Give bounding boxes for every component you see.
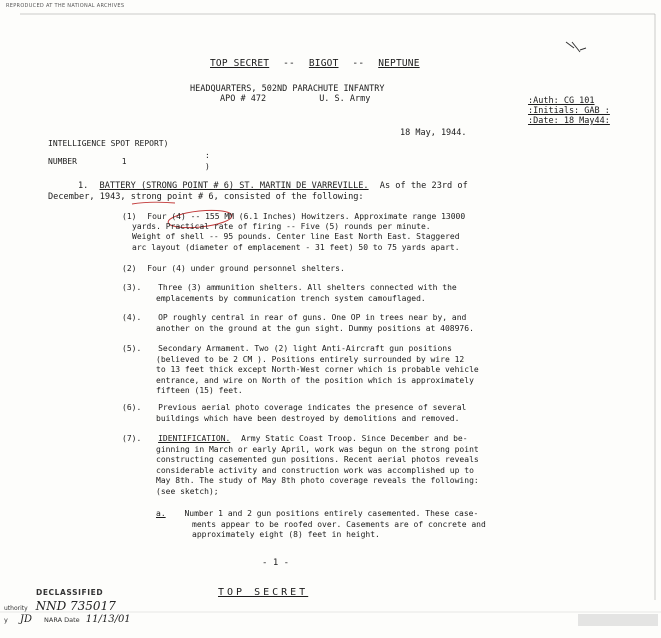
auth-line: :Auth: CG 101 [528,96,595,106]
classification-neptune: NEPTUNE [378,58,420,69]
red-underline-annotation [132,202,175,204]
item-text: OP roughly central in rear of guns. One OP in trees near by, and [158,313,467,322]
paragraph-1 [48,181,468,202]
item-text: Secondary Armament. Two (2) light Anti-Aircraft gun positions [158,344,452,353]
nara-date-value: 11/13/01 [85,614,131,625]
footer-classification [218,587,308,598]
item-heading: IDENTIFICATION. [158,434,231,443]
item-text: May 8th. The study of May 8th photo coverage reveals the following: [156,476,479,486]
item-text: (see sketch); [156,486,219,496]
report-bracket: ) [205,162,210,171]
classification-bigot: BIGOT [308,58,339,69]
item-text: Army Static Coast Troop. Since December and be- [241,434,468,443]
item-text: another on the ground at the gun sight. Dummy positions at 408976. [156,323,474,333]
number-value: 1 [121,157,127,166]
army-label: U. S. Army [319,94,371,104]
item-text: (believed to be 2 CM ). Positions entirely surrounded by wire 12 [156,354,465,364]
paragraph-text: December, 1943, strong point # 6, consisted of the following: [48,191,364,202]
number-label: NUMBER [48,157,77,166]
authority-row [4,599,144,613]
authority-label: uthority [4,605,28,612]
paragraph-number: 1. [78,181,89,191]
item-4 [122,313,474,334]
separator: -- [352,58,365,69]
item-text: Weight of shell -- 95 pounds. Center line East North East. Staggered [132,232,460,242]
authorization-block [528,96,610,126]
item-text: Previous aerial photo coverage indicates the presence of several [158,403,467,412]
item-number: (2) [122,264,137,273]
item-number: (6). [122,403,142,412]
item-number: (3). [122,283,142,292]
paragraph-text: As of the 23rd of [379,181,468,191]
item-text: considerable activity and construction work was accomplished up to [156,465,474,475]
item-text: constructing casemented gun positions. Recent aerial photos reveals [156,455,479,465]
item-text: fifteen (15) feet. [156,386,243,396]
item-text: entrance, and wire on North of the position which is approximately [156,375,474,385]
separator: -- [283,58,295,69]
report-number-row [48,157,127,166]
item-1 [122,212,465,253]
item-7 [122,434,479,498]
item-text: ginning in March or early April, work was begun on the strong point [156,444,479,454]
apo-line [190,94,384,104]
item-number: (1) [122,212,137,221]
item-text: Three (3) ammunition shelters. All shelters connected with the [158,283,457,292]
item-text: to 13 feet thick except North-West corner which is probable vehicle [156,365,479,375]
item-5 [122,344,479,397]
by-label: y [4,616,8,624]
item-number: (4). [122,313,142,322]
item-2 [122,264,345,275]
nara-date-label: NARA Date [44,616,80,624]
apo-number: APO # 472 [220,94,267,104]
item-6 [122,403,466,424]
initials-line: :Initials: GAB : [528,106,610,116]
declassification-stamp [4,588,144,625]
classification-line [210,58,420,69]
item-3 [122,283,457,304]
item-text: arc layout (diameter of emplacement - 31 feet) 50 to 75 yards apart. [132,242,460,252]
item-text: buildings which have been destroyed by demolitions and removed. [156,413,460,423]
item-text: Number 1 and 2 gun positions entirely casemented. These case- [184,509,479,518]
item-number: a. [156,509,166,518]
page-number: - 1 - [262,558,290,568]
handwritten-tick-mark [566,42,586,52]
headquarters-block [190,84,384,104]
item-text: Four (4) -- 155 MM (6.1 Inches) Howitzers. Approximate range 13000 [147,212,466,221]
document-date: 18 May, 1944. [400,128,467,138]
sub-item-a [156,509,486,541]
item-text: emplacements by communication trench system camouflaged. [156,293,426,303]
item-text: Four (4) under ground personnel shelters. [147,264,345,273]
declassified-title: DECLASSIFIED [36,588,104,597]
item-number: (5). [122,344,142,353]
scan-smudge [578,614,658,626]
headquarters-line: HEADQUARTERS, 502ND PARACHUTE INFANTRY [190,84,385,94]
classification-top-secret: TOP SECRET [210,58,270,69]
authority-value: NND 735017 [35,599,116,613]
item-number: (7). [122,434,142,443]
paragraph-heading: BATTERY (STRONG POINT # 6) ST. MARTIN DE VARREVILLE. [99,181,369,191]
auth-date-line: :Date: 18 May44: [528,116,610,126]
item-text: approximately eight (8) feet in height. [192,530,380,540]
report-bracket: : [205,151,210,160]
item-text: ments appear to be roofed over. Casements are of concrete and [192,519,486,529]
nara-row [4,614,144,625]
footer-top-secret: TOP SECRET [218,587,309,598]
report-title: INTELLIGENCE SPOT REPORT) [48,139,169,148]
item-text: yards. Practical rate of firing -- Five (5) rounds per minute. [132,222,431,232]
by-value: JD [19,614,32,625]
archive-note: REPRODUCED AT THE NATIONAL ARCHIVES [6,3,125,9]
